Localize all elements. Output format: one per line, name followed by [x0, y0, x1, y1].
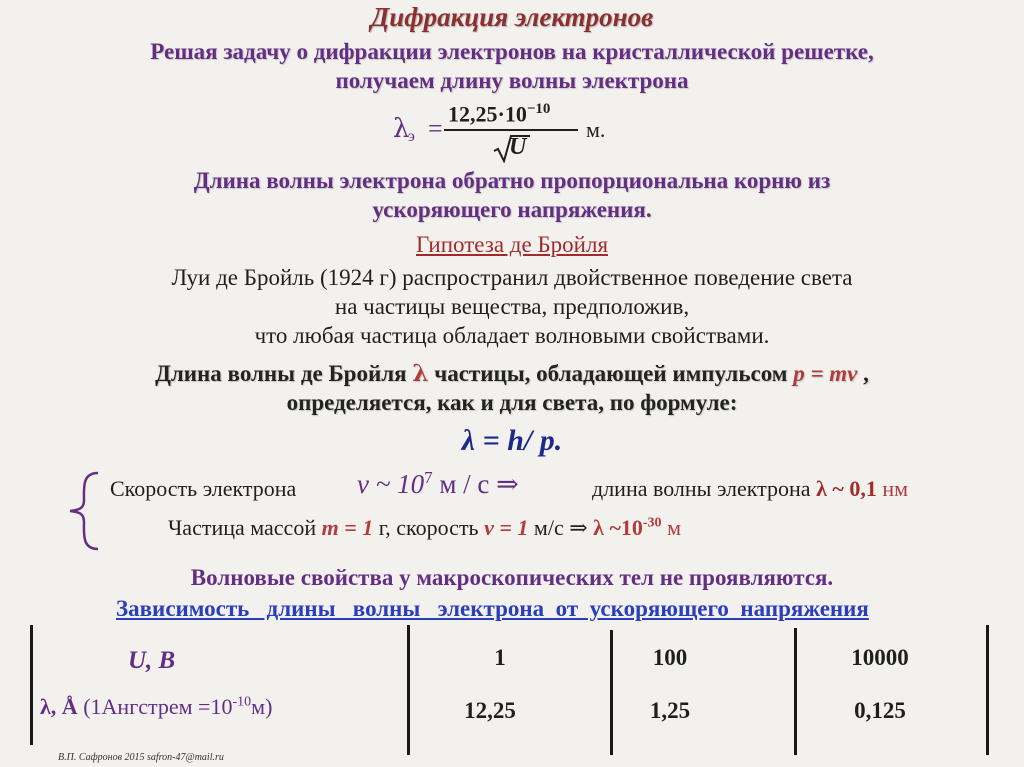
macro-statement: Волновые свойства у макроскопических тел не проявляются.: [190, 565, 834, 590]
table-cell-u-2: 100: [652, 645, 688, 670]
intro-line-2: получаем длину волны электрона: [335, 68, 689, 93]
result-label: длина волны электрона: [592, 476, 817, 501]
example-1-label: Скорость электрона: [110, 476, 297, 501]
result-2-unit: м: [661, 515, 681, 540]
def-text-b: частицы, обладающей импульсом: [428, 361, 794, 386]
table-cell-u-3: 10000: [851, 645, 909, 670]
broglie-line-1: Луи де Бройль (1924 г) распространил двойственное поведение света: [171, 265, 853, 290]
inverse-line-1: Длина волны электрона обратно пропорциональна корню из: [193, 168, 831, 193]
broglie-line-2: на частицы вещества, предположив,: [334, 294, 690, 319]
lambda-symbol: λ: [393, 114, 410, 144]
result-value: λ ~ 0,1: [816, 476, 877, 501]
table-cell-lambda-1: 12,25: [464, 698, 516, 723]
fraction-bar: [444, 129, 578, 131]
lambda-subscript: э: [408, 128, 415, 145]
footer-credit: В.П. Сафронов 2015 safron-47@mail.ru: [58, 752, 224, 763]
angstrom-def-c: м): [251, 694, 273, 719]
curly-brace-icon: [66, 470, 102, 552]
def-text-a: Длина волны де Бройля: [155, 361, 413, 386]
inverse-line-2: ускоряющего напряжения.: [372, 197, 652, 222]
def-text-c: ,: [857, 361, 869, 386]
wavelength-def-line-1: [0, 360, 1024, 388]
formula-denominator: U: [509, 134, 527, 160]
table-row-lambda-label: [40, 694, 272, 720]
angstrom-def-a: (1Ангстрем =10: [77, 694, 233, 719]
table-divider-3: [794, 628, 797, 755]
table-divider-1: [407, 625, 410, 755]
formula-unit: м.: [586, 117, 606, 142]
mass-label: Частица массой: [168, 515, 322, 540]
intro-line-1: Решая задачу о дифракции электронов на кристаллической решетке,: [150, 39, 874, 64]
table-border-left: [30, 625, 33, 745]
example-2: [168, 515, 681, 541]
result-unit: нм: [876, 476, 909, 501]
broglie-line-3: что любая частица обладает волновыми свойствами.: [254, 323, 770, 348]
speed-2-unit: м/с ⇒: [528, 515, 594, 540]
table-border-right: [986, 625, 989, 755]
table-cell-lambda-3: 0,125: [854, 698, 906, 723]
de-broglie-formula: λ = h/ p.: [461, 424, 563, 457]
table-heading: Зависимость длины волны электрона от ускоряющего напряжения: [116, 596, 869, 621]
numerator-exponent: −10: [526, 101, 551, 117]
equals-sign: =: [428, 114, 443, 143]
example-1-result: [592, 476, 908, 502]
speed-value: v ~ 10: [357, 469, 425, 499]
angstrom-def-exp: -10: [232, 694, 252, 710]
hypothesis-heading: Гипотеза де Бройля: [415, 232, 609, 257]
result-2-value: λ ~10: [593, 515, 643, 540]
mass-value: m = 1: [321, 515, 374, 540]
lambda-angstrom: λ, Å: [40, 694, 78, 719]
table-cell-lambda-2: 1,25: [649, 698, 691, 723]
speed-unit: м / с ⇒: [432, 469, 519, 499]
speed-exponent: 7: [424, 468, 433, 487]
formula-numerator: [448, 101, 550, 127]
result-2-exponent: -30: [642, 515, 662, 531]
mass-unit: г, скорость: [373, 515, 485, 540]
example-1-speed: [357, 468, 519, 500]
def-lambda: λ: [412, 360, 429, 387]
wavelength-def-line-2: определяется, как и для света, по формуле:: [286, 390, 738, 415]
table-divider-2: [610, 630, 613, 755]
def-momentum: p = mv: [793, 361, 858, 386]
table-row-u-label: U, В: [128, 647, 176, 674]
numerator-base: 12,25·10: [448, 101, 527, 127]
speed-2-value: v = 1: [484, 515, 529, 540]
page-title: Дифракция электронов: [370, 2, 654, 32]
table-cell-u-1: 1: [494, 645, 506, 670]
